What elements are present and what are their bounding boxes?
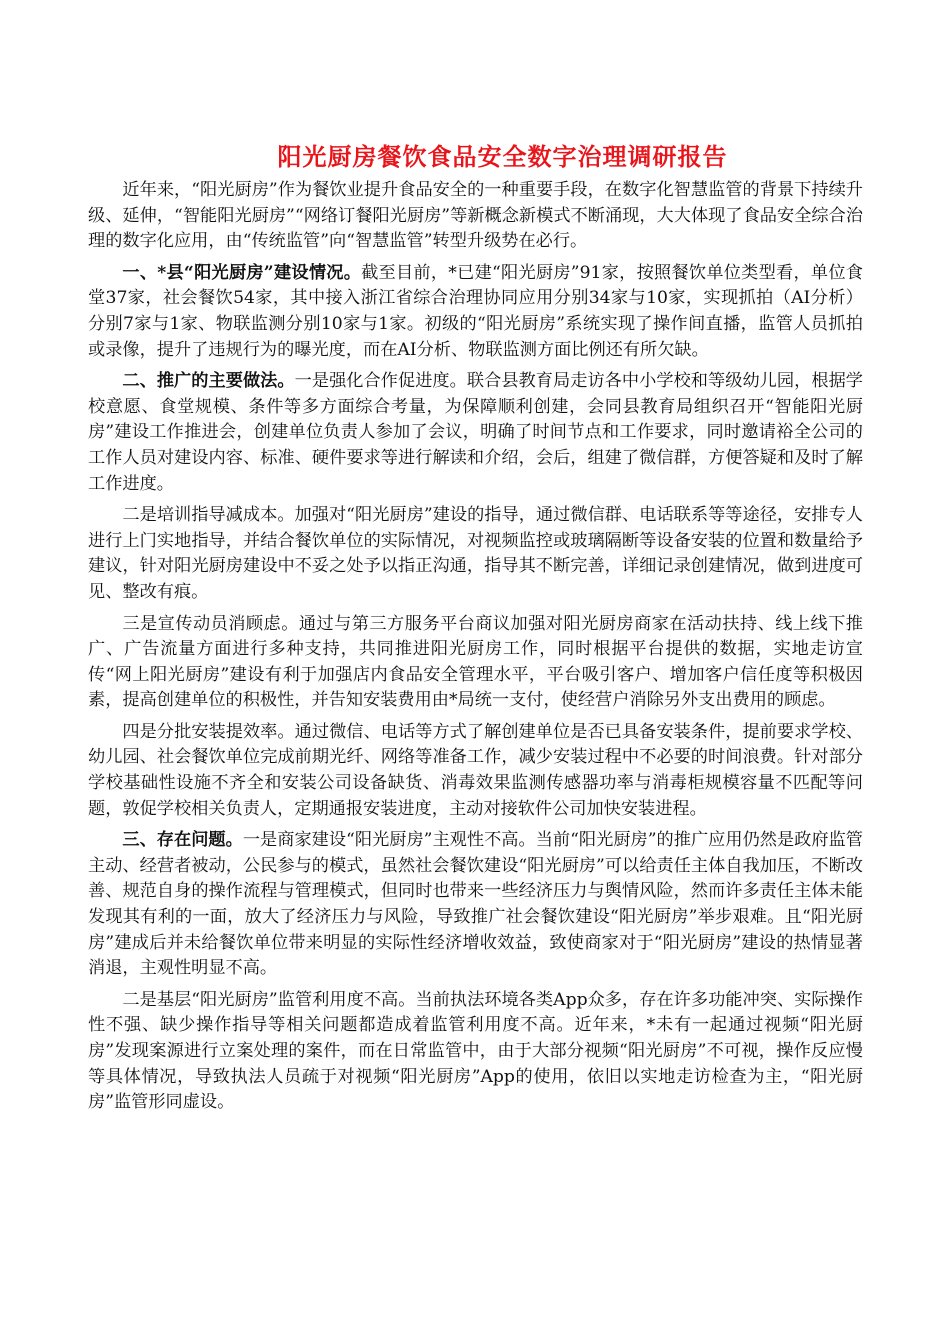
paragraph-intro [88,178,863,255]
paragraph-training [88,503,863,605]
paragraph-text: 一是强化合作促进度。联合县教育局走访各中小学校和等级幼儿园，根据学校意愿、食堂规模、条件等多方面综合考量，为保障顺利创建，会同县教育局组织召开“智能阳光厨房”建设工作推进会，创建单位负责人参加了会议，明确了时间节点和工作要求，同时邀请裕全公司的工作人员对建设内容、标准、硬件要求等进行解读和介绍，会后，组建了微信群，方便答疑和及时了解工作进度。 [88,371,863,494]
paragraph-installation [88,720,863,822]
paragraph-section-3 [88,828,863,982]
paragraph-publicity [88,612,863,714]
paragraph-supervision [88,988,863,1116]
paragraph-text: 一是商家建设“阳光厨房”主观性不高。当前“阳光厨房”的推广应用仍然是政府监管主动、经营者被动，公民参与的模式，虽然社会餐饮建设“阳光厨房”可以给责任主体自我加压，不断改善、规范自身的操作流程与管理模式，但同时也带来一些经济压力与舆情风险，然而许多责任主体未能发现其有利的一面，放大了经济压力与风险，导致推广社会餐饮建设“阳光厨房”举步艰难。且“阳光厨房”建成后并未给餐饮单位带来明显的实际性经济增收效益，致使商家对于“阳光厨房”建设的热情显著消退，主观性明显不高。 [88,830,863,979]
paragraph-text: 截至目前，*已建“阳光厨房”91家，按照餐饮单位类型看，单位食堂37家，社会餐饮54家，其中接入浙江省综合治理协同应用分别34家与10家，实现抓拍（AI分析）分别7家与1家、物联监测分别10家与1家。初级的“阳光厨房”系统实现了操作间直播，监管人员抓拍或录像，提升了违规行为的曝光度，而在AI分析、物联监测方面比例还有所欠缺。 [88,262,863,360]
section-heading: 一、*县“阳光厨房”建设情况。 [122,262,362,283]
section-heading: 二、推广的主要做法。 [122,371,295,392]
paragraph-text: 近年来，“阳光厨房”作为餐饮业提升食品安全的一种重要手段，在数字化智慧监管的背景下持续升级、延伸，“智能阳光厨房”“网络订餐阳光厨房”等新概念新模式不断涌现，大大体现了食品安全综合治理的数字化应用，由“传统监管”向“智慧监管”转型升级势在必行。 [88,180,863,252]
paragraph-text: 二是培训指导减成本。加强对“阳光厨房”建设的指导，通过微信群、电话联系等等途径，安排专人进行上门实地指导，并结合餐饮单位的实际情况，对视频监控或玻璃隔断等设备安装的位置和数量给予建议，针对阳光厨房建设中不妥之处予以指正沟通，指导其不断完善，详细记录创建情况，做到进度可见、整改有痕。 [88,505,863,602]
section-heading: 三、存在问题。 [122,830,243,851]
paragraph-text: 二是基层“阳光厨房”监管利用度不高。当前执法环境各类App众多，存在许多功能冲突、实际操作性不强、缺少操作指导等相关问题都造成着监管利用度不高。近年来，*未有一起通过视频“阳光厨房”发现案源进行立案处理的案件，而在日常监管中，由于大部分视频“阳光厨房”不可视，操作反应慢等具体情况，导致执法人员疏于对视频“阳光厨房”App的使用，依旧以实地走访检查为主，“阳光厨房”监管形同虚设。 [88,989,863,1113]
paragraph-section-2 [88,369,863,497]
paragraph-section-1 [88,261,863,363]
document-body [88,178,863,1122]
paragraph-text: 四是分批安装提效率。通过微信、电话等方式了解创建单位是否已具备安装条件，提前要求学校、幼儿园、社会餐饮单位完成前期光纤、网络等准备工作，减少安装过程中不必要的时间浪费。针对部分学校基础性设施不齐全和安装公司设备缺货、消毒效果监测传感器功率与消毒柜规模容量不匹配等问题，敦促学校相关负责人，定期通报安装进度，主动对接软件公司加快安装进程。 [88,721,863,819]
paragraph-text: 三是宣传动员消顾虑。通过与第三方服务平台商议加强对阳光厨房商家在活动扶持、线上线下推广、广告流量方面进行多种支持，共同推进阳光厨房工作，同时根据平台提供的数据，实地走访宣传“网上阳光厨房”建设有利于加强店内食品安全管理水平，平台吸引客户、增加客户信任度等积极因素，提高创建单位的积极性，并告知安装费用由*局统一支付，使经营户消除另外支出费用的顾虑。 [88,613,863,711]
document-title: 阳光厨房餐饮食品安全数字治理调研报告 [277,142,728,171]
